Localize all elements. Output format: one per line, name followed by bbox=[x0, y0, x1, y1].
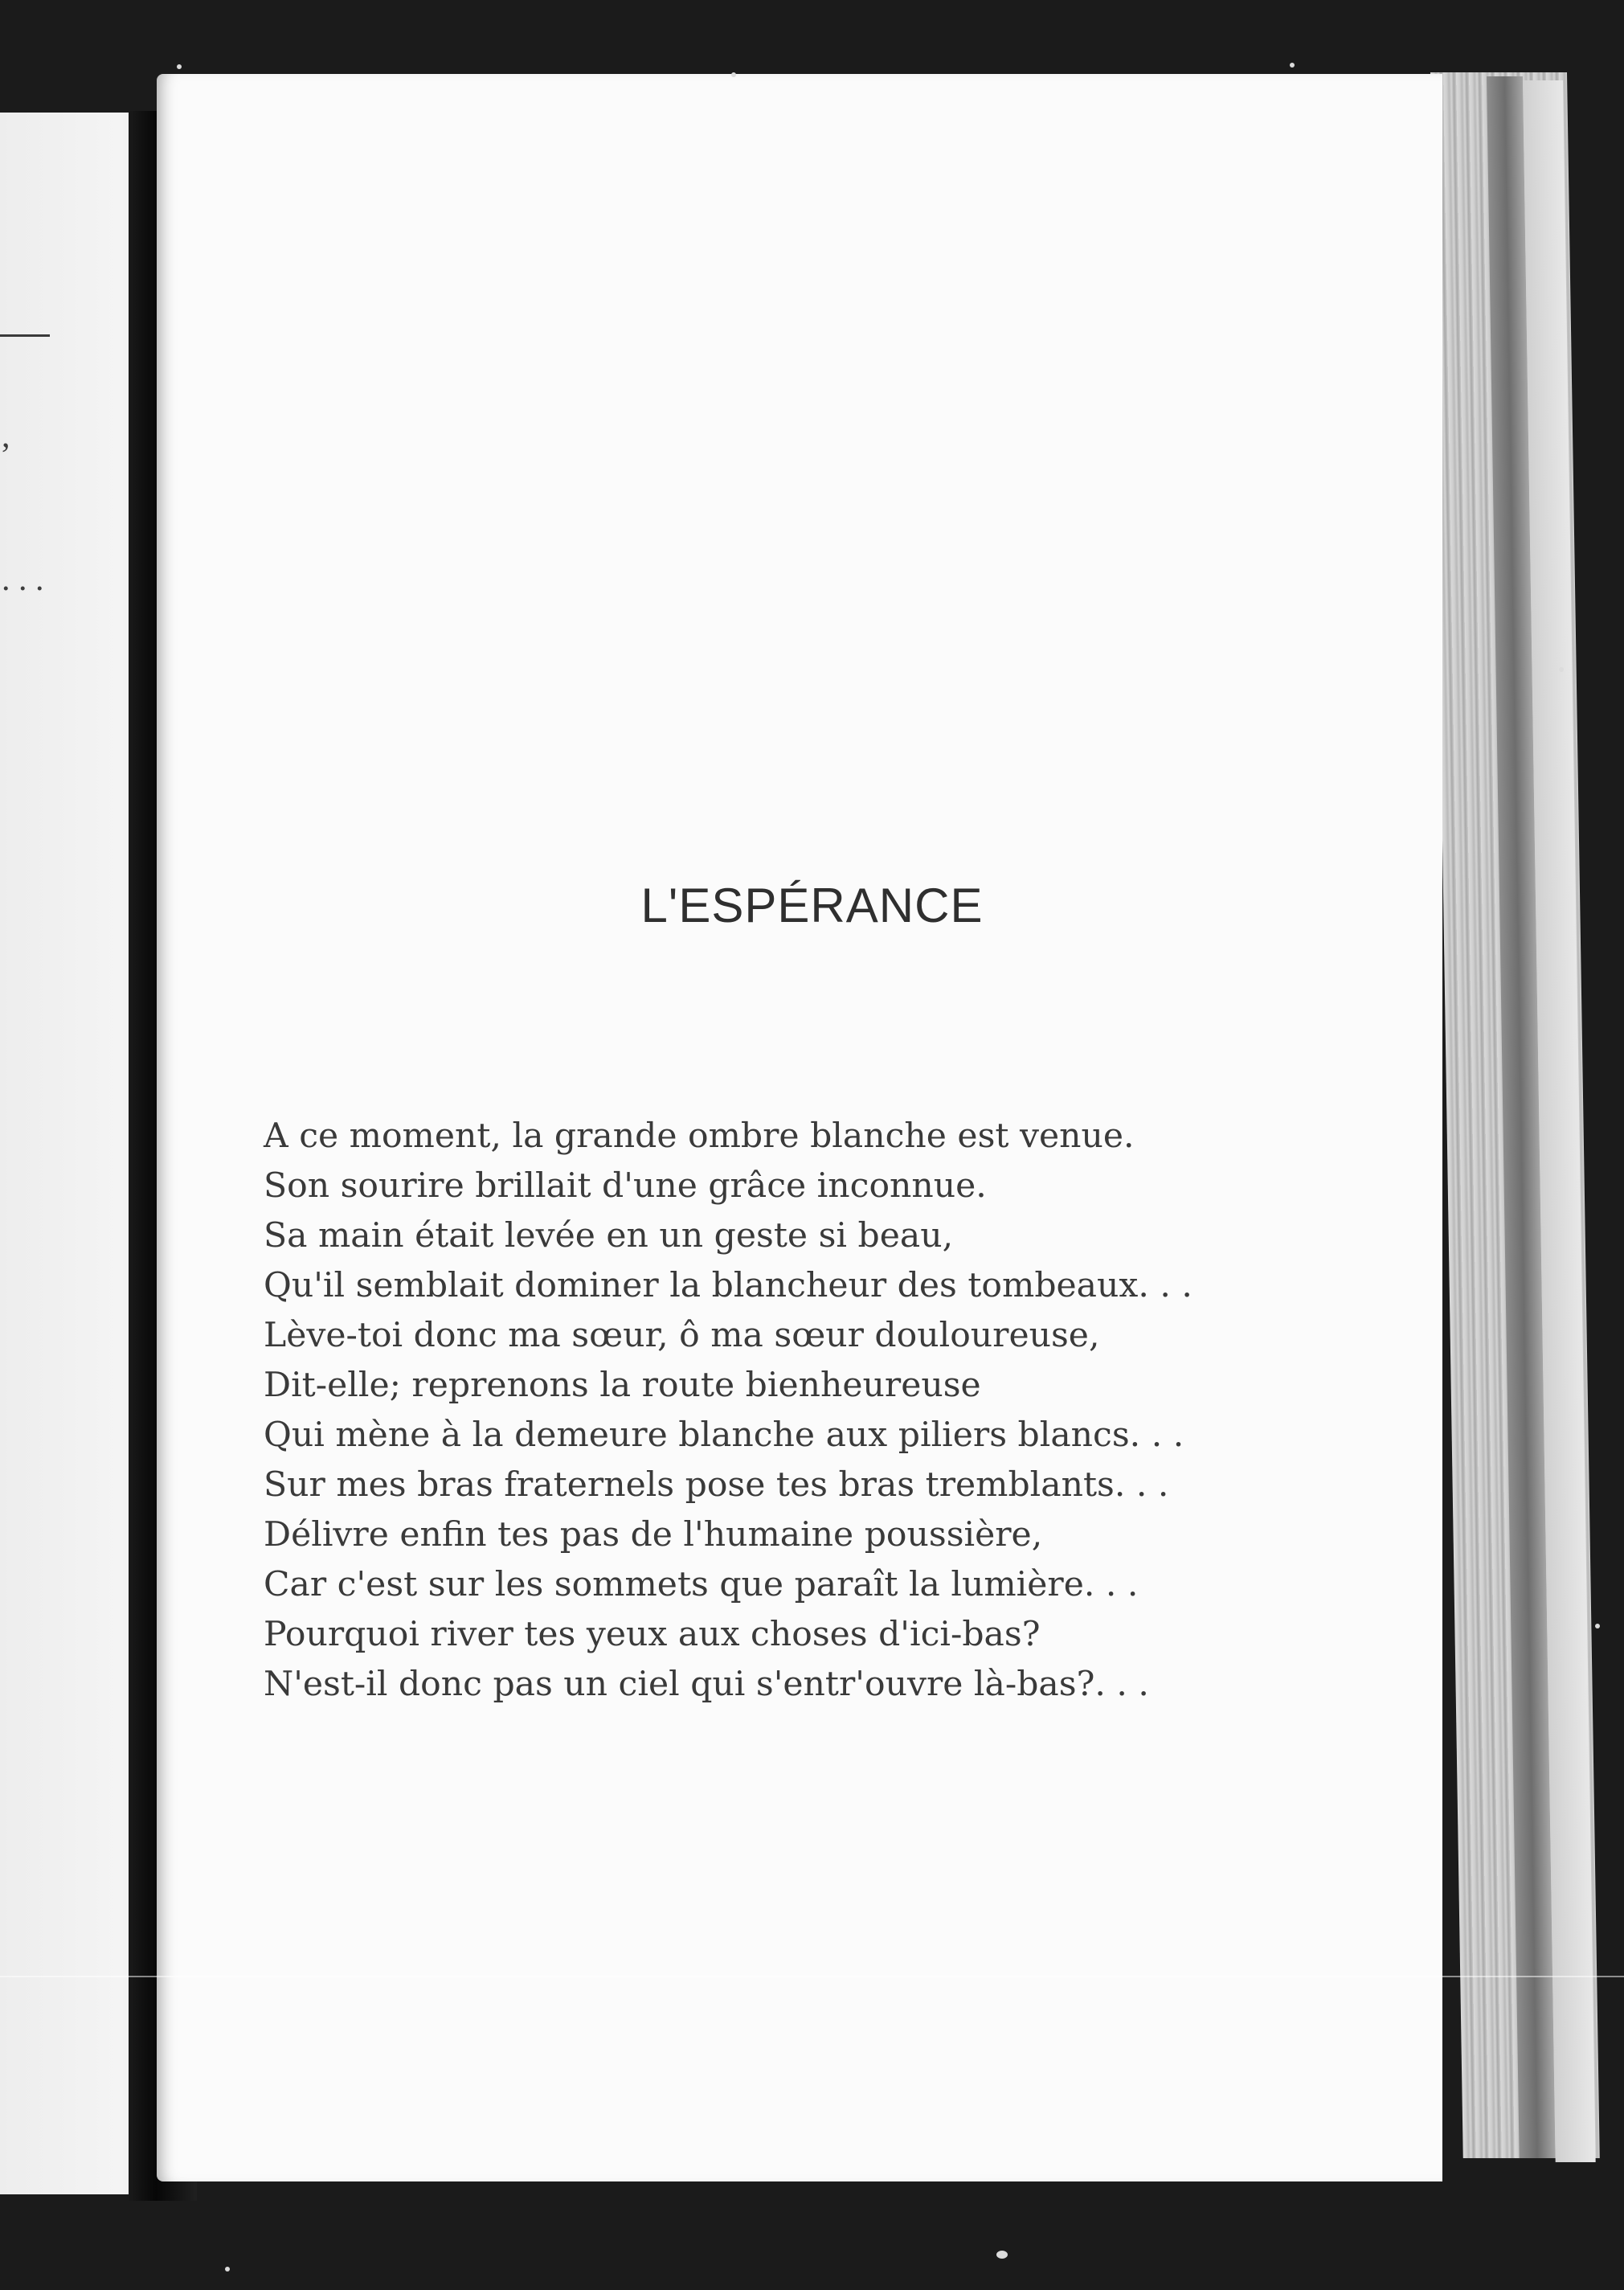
poem-line: Délivre enfin tes pas de l'humaine poussière, bbox=[264, 1515, 1043, 1555]
poem-line: Pourquoi river tes yeux aux choses d'ici-bas? bbox=[264, 1615, 1041, 1654]
dust-speck bbox=[731, 72, 736, 77]
dust-speck bbox=[1595, 1624, 1600, 1628]
poem-line: Sur mes bras fraternels pose tes bras tremblants. . . bbox=[264, 1465, 1169, 1505]
film-scratch bbox=[0, 1976, 1624, 1977]
poem-line: Lève-toi donc ma sœur, ô ma sœur douloureuse, bbox=[264, 1316, 1100, 1355]
dust-speck bbox=[225, 2267, 230, 2272]
poem-line: N'est-il donc pas un ciel qui s'entr'ouvre là-bas?. . . bbox=[264, 1665, 1149, 1704]
poem-line: Qui mène à la demeure blanche aux piliers blancs. . . bbox=[264, 1415, 1184, 1455]
dust-speck bbox=[1559, 667, 1564, 672]
previous-page-ellipsis: . . . bbox=[2, 561, 44, 598]
previous-page-comma: , bbox=[2, 418, 10, 455]
poem-line: Qu'il semblait dominer la blancheur des tombeaux. . . bbox=[264, 1266, 1192, 1305]
dust-speck bbox=[1290, 63, 1295, 68]
poem-line: Dit-elle; reprenons la route bienheureuse bbox=[264, 1366, 981, 1405]
poem-line: Car c'est sur les sommets que paraît la lumière. . . bbox=[264, 1565, 1139, 1604]
dust-speck bbox=[177, 64, 182, 69]
poem-line: Sa main était levée en un geste si beau, bbox=[264, 1216, 954, 1256]
previous-page-rule bbox=[0, 334, 50, 337]
poem-stanza bbox=[264, 1112, 1192, 1710]
poem-line: Son sourire brillait d'une grâce inconnue. bbox=[264, 1166, 987, 1206]
poem-title: L'ESPÉRANCE bbox=[640, 879, 984, 932]
poem-line: A ce moment, la grande ombre blanche est venue. bbox=[264, 1116, 1135, 1156]
dust-speck bbox=[996, 2251, 1008, 2259]
